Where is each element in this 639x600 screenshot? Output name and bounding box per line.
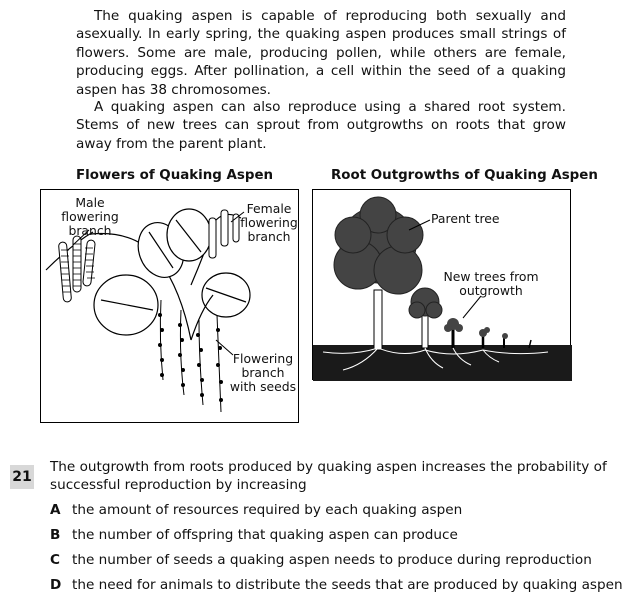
parent-tree-label: Parent tree [431,211,500,226]
passage-paragraph-1 [76,7,566,99]
passage-paragraph-2-text: A quaking aspen can also reproduce using a shared root system. Stems of new trees can sprout from outgrowths on roots that grow away from the parent plant. [76,99,566,152]
answer-option-c[interactable] [50,552,592,568]
option-text: the need for animals to distribute the seeds that are produced by quaking aspen [72,577,623,593]
flowers-figure [40,189,299,423]
roots-figure [312,189,571,380]
option-letter: C [50,552,60,568]
male-flowering-branch-label: Male flowering branch [61,195,119,238]
answer-option-a[interactable] [50,502,462,518]
question-number-badge: 21 [10,465,34,489]
option-letter: D [50,577,62,593]
female-flowering-branch-label: Female flowering branch [240,201,298,244]
option-text: the number of offspring that quaking aspen can produce [72,527,458,543]
answer-option-d[interactable] [50,577,623,593]
option-text: the amount of resources required by each quaking aspen [72,502,463,518]
passage-paragraph-2 [76,98,566,153]
passage-paragraph-1-text: The quaking aspen is capable of reproducing both sexually and asexually. In early spring, the quaking aspen produces small strings of flowers. Some are male, producing pollen, while others are female, producing eggs. After pollination, a cell within the seed of a quaking aspen has 38 chromosomes. [76,8,566,98]
new-trees-label: New trees from outgrowth [443,269,539,298]
option-letter: B [50,527,61,543]
option-letter: A [50,502,61,518]
question-stem: The outgrowth from roots produced by quaking aspen increases the probability of successful reproduction by increasing [50,459,607,494]
answer-option-b[interactable] [50,527,458,543]
flowering-branch-with-seeds-label: Flowering branch with seeds [229,351,297,394]
flowers-figure-title: Flowers of Quaking Aspen [76,168,274,183]
roots-figure-title: Root Outgrowths of Quaking Aspen [331,168,598,183]
option-text: the number of seeds a quaking aspen needs to produce during reproduction [72,552,592,568]
